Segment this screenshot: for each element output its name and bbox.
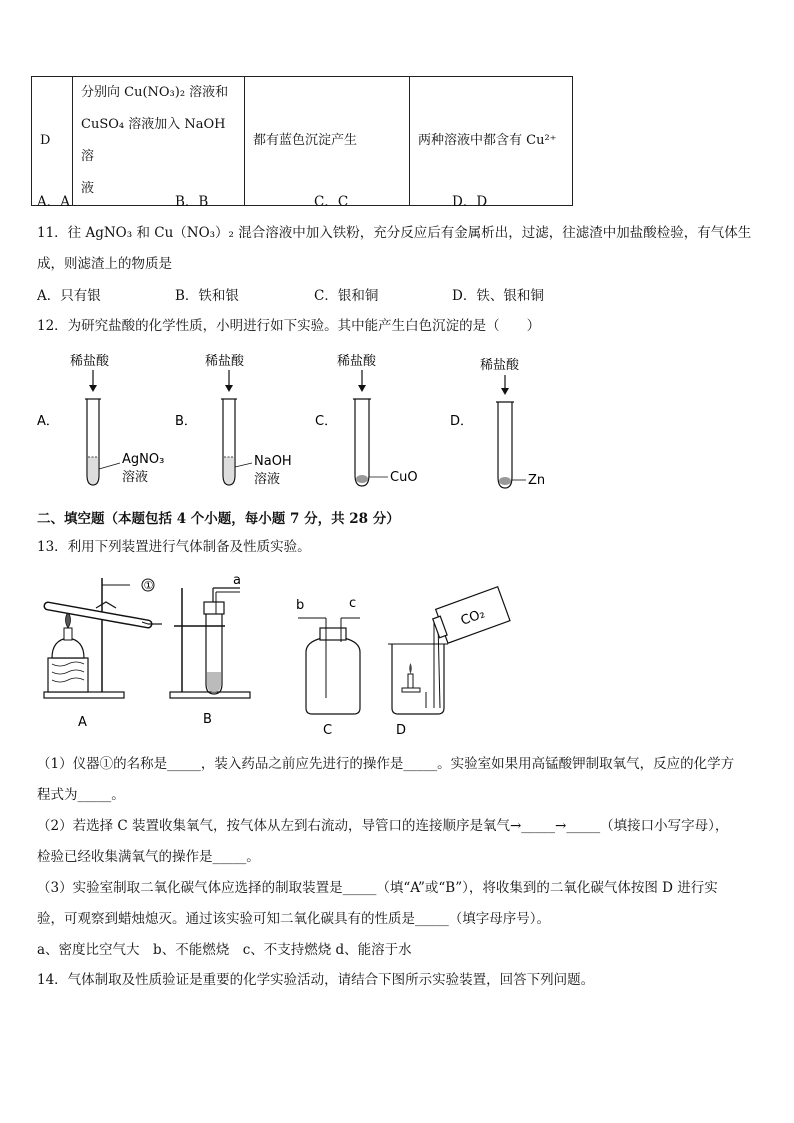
q11-stem-cont: 成，则滤渣上的物质是: [37, 256, 172, 272]
reagent-label: 稀盐酸: [480, 358, 520, 373]
q13-part2-cont: 检验已经收集满氧气的操作是_____。: [37, 849, 260, 865]
apparatus-c-icon: [296, 596, 360, 738]
q12-stem: 12．为研究盐酸的化学性质，小明进行如下实验。其中能产生白色沉淀的是（ ）: [37, 318, 541, 334]
method-line: 液: [81, 181, 95, 196]
port-c-label: c: [349, 596, 357, 611]
q11-option-b[interactable]: B．铁和银: [175, 288, 239, 304]
reagent-label: 稀盐酸: [337, 354, 377, 369]
method-line: CuSO₄ 溶液加入 NaOH 溶: [81, 117, 226, 164]
q13-part2: （2）若选择 C 装置收集氧气，按气体从左到右流动，导管口的连接顺序是氧气→_____→_____（填接口小写字母），: [37, 818, 729, 834]
arrow-head-icon: [358, 385, 366, 392]
method-cell: [73, 77, 245, 206]
arrow-head-icon: [225, 385, 233, 392]
method-line: 分别向 Cu(NO₃)₂ 溶液和: [81, 85, 229, 100]
q10-option-d[interactable]: D．D: [452, 194, 488, 210]
zinc-granules-icon: [499, 477, 511, 485]
powder-icon: [356, 475, 368, 483]
q10-option-a[interactable]: A．A: [37, 194, 70, 210]
q10-option-b[interactable]: B．B: [175, 194, 209, 210]
q12-test-tubes-figure: [30, 345, 590, 495]
section-heading: 二、填空题（本题包括 4 个小题，每小题 7 分，共 28 分）: [37, 511, 400, 527]
apparatus-a-icon: [44, 578, 162, 730]
q13-part3: （3）实验室制取二氧化碳气体应选择的制取装置是_____（填“A”或“B”），将收集到的二氧化碳气体按图 D 进行实: [37, 880, 718, 896]
arrow-head-icon: [89, 385, 97, 392]
liquid-icon: [224, 457, 234, 484]
q11-option-d[interactable]: D．铁、银和铜: [452, 288, 544, 304]
reagent-sub-label: Zn: [528, 473, 546, 488]
q10-option-c[interactable]: C．C: [314, 194, 349, 210]
reagent-sub-label-2: 溶液: [122, 470, 149, 485]
row-label: D: [32, 77, 73, 206]
apparatus-d-icon: [388, 587, 510, 738]
q12-option-b-letter[interactable]: B．: [175, 414, 197, 429]
apparatus-b-icon: [170, 573, 250, 727]
apparatus-c-label: C: [323, 723, 333, 738]
port-b-label: b: [296, 598, 305, 613]
reagent-sub-label-2: 溶液: [254, 472, 281, 487]
q13-part1-cont: 程式为_____。: [37, 787, 125, 803]
apparatus-d-label: D: [396, 723, 407, 738]
q12-option-c-letter[interactable]: C．: [315, 414, 338, 429]
answer-table: [31, 76, 573, 206]
test-tube-icon: [498, 402, 512, 488]
table-row: [32, 77, 573, 206]
q11-stem: 11．往 AgNO₃ 和 Cu（NO₃）₂ 混合溶液中加入铁粉，充分反应后有金属析出，过滤，往滤渣中加盐酸检验，有气体生: [37, 225, 752, 241]
conclusion-cell: 两种溶液中都含有 Cu²⁺: [410, 77, 573, 206]
reagent-sub-label: CuO: [390, 470, 418, 485]
q13-apparatus-figure: [30, 568, 530, 743]
liquid-icon: [88, 457, 98, 484]
reagent-sub-label: NaOH: [254, 454, 292, 469]
reagent-label: 稀盐酸: [70, 354, 110, 369]
co2-label: CO₂: [458, 606, 488, 629]
phenomenon-cell: 都有蓝色沉淀产生: [245, 77, 410, 206]
apparatus-a-label: A: [78, 715, 87, 730]
q13-part1: （1）仪器①的名称是_____，装入药品之前应先进行的操作是_____。实验室如果用高锰酸钾制取氧气，反应的化学方: [37, 756, 735, 772]
q14-stem: 14．气体制取及性质验证是重要的化学实验活动，请结合下图所示实验装置，回答下列问题。: [37, 972, 595, 988]
reagent-sub-label: AgNO₃: [122, 452, 165, 467]
test-tube-icon: [355, 399, 369, 486]
q13-stem: 13．利用下列装置进行气体制备及性质实验。: [37, 539, 311, 555]
reagent-label: 稀盐酸: [205, 354, 245, 369]
q13-choices: a、密度比空气大 b、不能燃烧 c、不支持燃烧 d、能溶于水: [37, 942, 412, 958]
apparatus-b-label: B: [203, 712, 212, 727]
q12-option-a-letter[interactable]: A．: [37, 414, 59, 429]
circled-number-label: ①: [143, 579, 154, 592]
q13-part3-cont: 验，可观察到蜡烛熄灭。通过该实验可知二氧化碳具有的性质是_____（填字母序号）。: [37, 911, 550, 927]
arrow-head-icon: [501, 388, 509, 395]
q11-option-a[interactable]: A．只有银: [37, 288, 101, 304]
q12-option-d-letter[interactable]: D．: [450, 414, 474, 429]
port-a-label: a: [233, 573, 241, 588]
q11-option-c[interactable]: C．银和铜: [314, 288, 379, 304]
